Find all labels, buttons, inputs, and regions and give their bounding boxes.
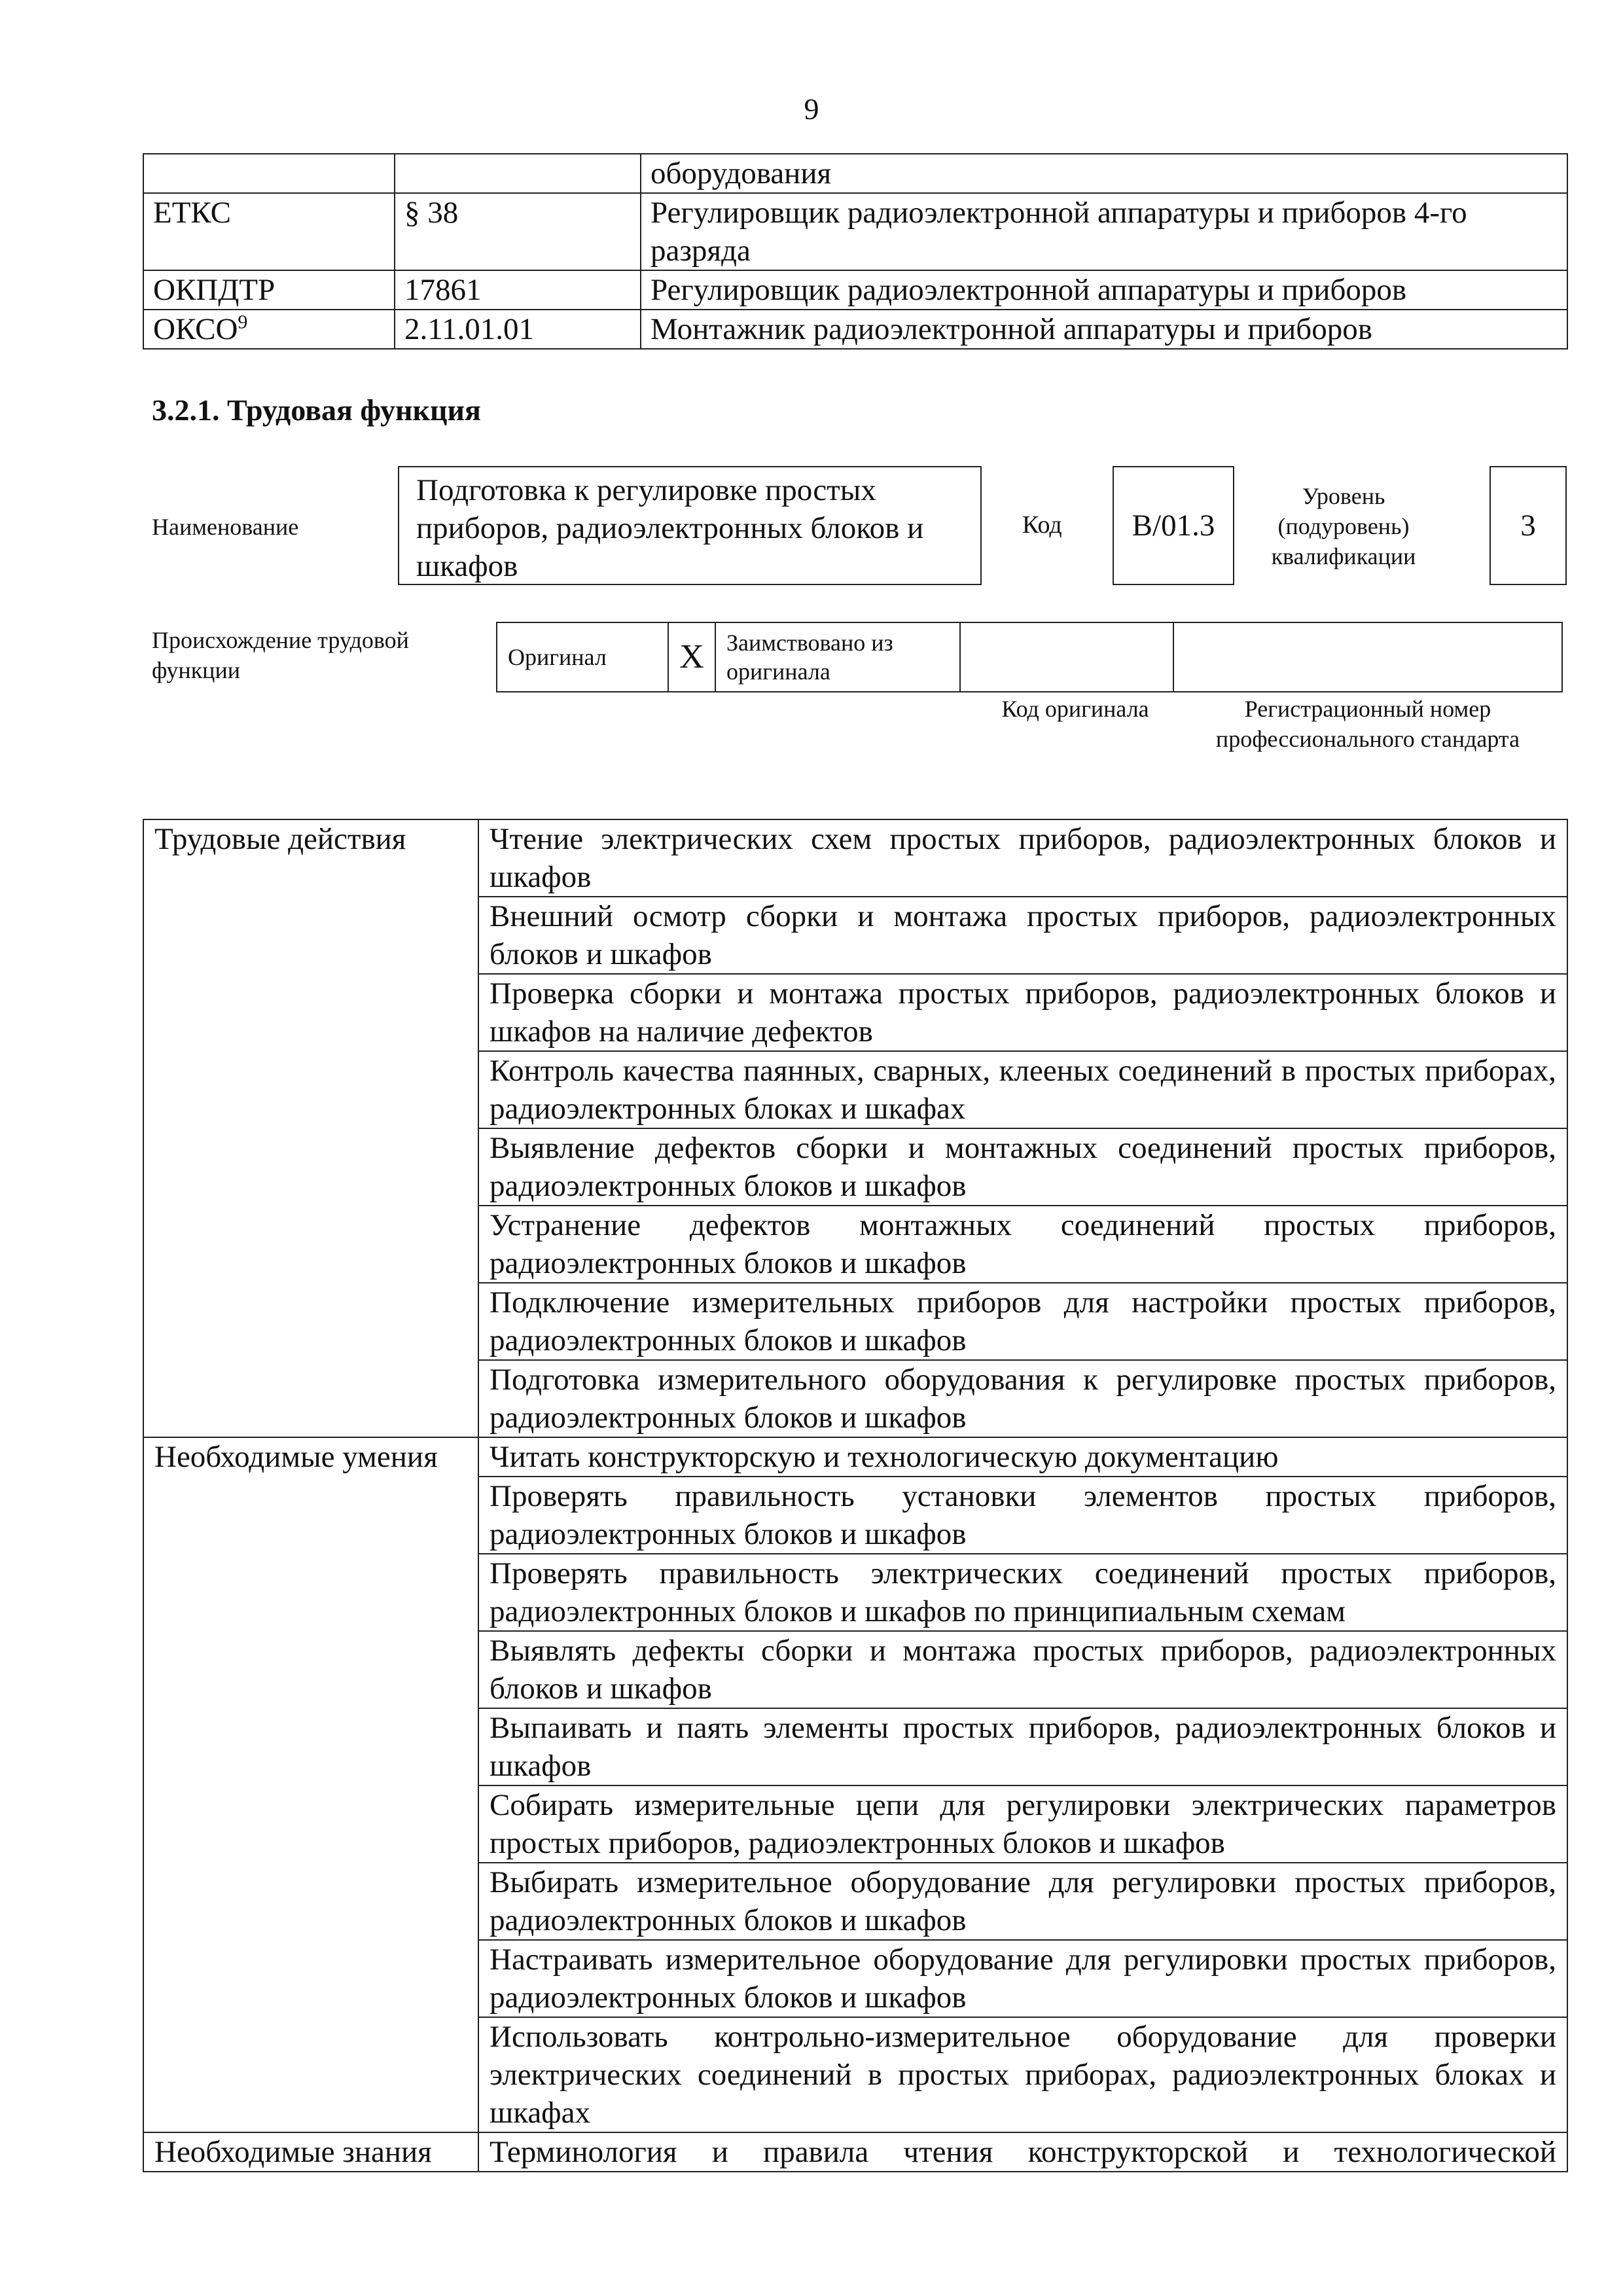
item-cell: Подготовка измерительного оборудования к регулировке простых приборов, радиоэлектронных блоков и шкафов (478, 1360, 1567, 1437)
origin-original-cell (497, 622, 668, 692)
qualification-level-box (1489, 466, 1567, 585)
qualification-level-value: 3 (1520, 509, 1536, 543)
footnote-marker: 9 (238, 311, 248, 333)
item-cell: Чтение электрических схем простых приборов, радиоэлектронных блоков и шкафов (478, 819, 1567, 897)
item-cell: Выявлять дефекты сборки и монтажа простых приборов, радиоэлектронных блоков и шкафов (478, 1631, 1567, 1708)
classification-code-text: ЕТКС (153, 196, 231, 230)
function-code-box (1113, 466, 1234, 585)
item-cell: Выбирать измерительное оборудование для регулировки простых приборов, радиоэлектронных блоков и шкафов (478, 1863, 1567, 1940)
classification-name: Регулировщик радиоэлектронной аппаратуры и приборов 4-го разряда (641, 193, 1567, 270)
item-cell: Настраивать измерительное оборудование для регулировки простых приборов, радиоэлектронных блоков и шкафов (478, 1940, 1567, 2017)
classification-row (143, 270, 1567, 310)
classification-number (395, 154, 641, 193)
origin-borrowed-cell (715, 622, 960, 692)
category-cell: Необходимые умения (143, 1437, 478, 2132)
origin-original-mark: X (679, 638, 704, 675)
origin-original-label: Оригинал (508, 644, 607, 670)
classification-number: 17861 (395, 270, 641, 310)
table-row (143, 1437, 1567, 1477)
function-code-value: В/01.3 (1132, 509, 1215, 543)
origin-reg-number-cell (1173, 622, 1562, 692)
origin-code-cell (960, 622, 1173, 692)
classification-name: оборудования (641, 154, 1567, 193)
level-label-line: Уровень (1302, 483, 1385, 509)
origin-code-caption: Код оригинала (1001, 696, 1149, 722)
item-cell: Внешний осмотр сборки и монтажа простых приборов, радиоэлектронных блоков и шкафов (478, 897, 1567, 974)
page-number: 9 (804, 92, 819, 126)
item-cell: Терминология и правила чтения конструкторской и технологической (478, 2132, 1567, 2172)
item-cell: Проверка сборки и монтажа простых приборов, радиоэлектронных блоков и шкафов на наличие дефектов (478, 974, 1567, 1051)
function-name-box: Подготовка к регулировке простых приборов, радиоэлектронных блоков и шкафов (398, 466, 982, 585)
classification-code-text: ОКСО (153, 312, 238, 346)
classification-number: 2.11.01.01 (395, 310, 641, 349)
origin-mark-cell (668, 622, 715, 692)
origin-label: Происхождение трудовой функции (152, 627, 409, 683)
classification-code (143, 270, 395, 310)
labor-function-table (143, 819, 1568, 2172)
item-cell: Устранение дефектов монтажных соединений простых приборов, радиоэлектронных блоков и шкафов (478, 1206, 1567, 1283)
code-label: Код (1022, 511, 1062, 539)
reg-caption-line: Регистрационный номер (1244, 696, 1491, 722)
item-cell: Выпаивать и паять элементы простых приборов, радиоэлектронных блоков и шкафов (478, 1708, 1567, 1785)
category-cell: Необходимые знания (143, 2132, 478, 2172)
item-cell: Проверять правильность электрических соединений простых приборов, радиоэлектронных блоков и шкафов по принципиальным схемам (478, 1554, 1567, 1631)
level-label-line: (подуровень) (1277, 513, 1410, 539)
origin-reg-caption (1178, 694, 1558, 754)
section-heading: 3.2.1. Трудовая функция (152, 393, 481, 427)
classification-table (143, 153, 1568, 350)
category-cell: Трудовые действия (143, 819, 478, 1437)
reg-caption-line: профессионального стандарта (1215, 726, 1520, 752)
origin-borrowed-label: Заимствовано из оригинала (726, 630, 893, 685)
classification-name: Монтажник радиоэлектронной аппаратуры и приборов (641, 310, 1567, 349)
classification-code (143, 310, 395, 349)
classification-code (143, 193, 395, 270)
classification-code-text: ОКПДТР (153, 273, 276, 307)
name-label: Наименование (152, 514, 299, 540)
origin-table (496, 622, 1563, 692)
classification-number: § 38 (395, 193, 641, 270)
item-cell: Выявление дефектов сборки и монтажных соединений простых приборов, радиоэлектронных блоков и шкафов (478, 1128, 1567, 1206)
classification-row (143, 154, 1567, 193)
item-cell: Читать конструкторскую и технологическую документацию (478, 1437, 1567, 1477)
item-cell: Использовать контрольно-измерительное оборудование для проверки электрических соединений в простых приборах, радиоэлектронных блоках и шкафах (478, 2017, 1567, 2132)
classification-row (143, 193, 1567, 270)
table-row (143, 2132, 1567, 2172)
item-cell: Контроль качества паянных, сварных, клееных соединений в простых приборах, радиоэлектронных блоках и шкафах (478, 1051, 1567, 1128)
classification-row (143, 310, 1567, 349)
item-cell: Проверять правильность установки элементов простых приборов, радиоэлектронных блоков и шкафов (478, 1477, 1567, 1554)
qualification-level-label (1249, 481, 1438, 571)
item-cell: Подключение измерительных приборов для настройки простых приборов, радиоэлектронных блоков и шкафов (478, 1283, 1567, 1360)
item-cell: Собирать измерительные цепи для регулировки электрических параметров простых приборов, радиоэлектронных блоков и шкафов (478, 1785, 1567, 1863)
classification-name: Регулировщик радиоэлектронной аппаратуры и приборов (641, 270, 1567, 310)
classification-code (143, 154, 395, 193)
table-row (143, 819, 1567, 897)
level-label-line: квалификации (1271, 543, 1416, 569)
